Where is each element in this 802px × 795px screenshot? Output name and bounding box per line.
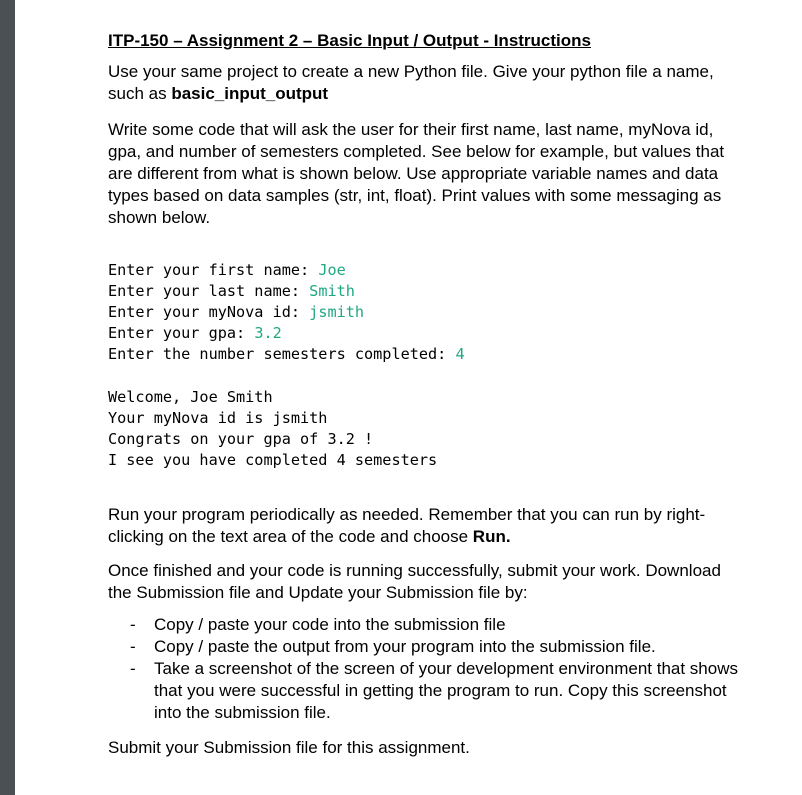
code-line <box>108 302 465 323</box>
code-input-block <box>108 260 465 365</box>
run-keyword: Run. <box>472 527 511 546</box>
code-line <box>108 281 465 302</box>
code-line <box>108 323 465 344</box>
intro-text: Use your same project to create a new Python file. Give your python file a name, such as <box>108 62 714 103</box>
list-item-text: Copy / paste the output from your program into the submission file. <box>154 637 656 656</box>
code-prompt: Enter your myNova id: <box>108 303 310 321</box>
code-prompt: Enter your last name: <box>108 282 310 300</box>
code-prompt: Enter the number semesters completed: <box>108 345 456 363</box>
submit-paragraph: Submit your Submission file for this assignment. <box>108 738 470 757</box>
description-paragraph: Write some code that will ask the user for their first name, last name, myNova id, gpa, and number of semesters completed. See below for example, but values that are different from what is shown below. Use appropriate variable names and data types based on data samples (str, int, float). Print values with some messaging as shown below. <box>108 120 725 227</box>
code-input-value: Joe <box>318 261 346 279</box>
list-item <box>108 636 748 658</box>
output-line: I see you have completed 4 semesters <box>108 451 438 469</box>
list-item-text: Take a screenshot of the screen of your development environment that shows that you were successful in getting the program to run. Copy this screenshot into the submission file. <box>154 659 738 722</box>
bullet-dash: - <box>130 615 136 634</box>
list-item <box>108 658 748 724</box>
code-line <box>108 344 465 365</box>
code-prompt: Enter your first name: <box>108 261 319 279</box>
code-input-value: jsmith <box>309 303 365 321</box>
output-line: Your myNova id is jsmith <box>108 409 328 427</box>
bullet-dash: - <box>130 637 136 656</box>
intro-paragraph <box>108 61 748 105</box>
bullet-dash: - <box>130 659 136 678</box>
window-edge-bar <box>0 0 15 795</box>
code-input-value: 4 <box>455 345 465 363</box>
output-line: Congrats on your gpa of 3.2 ! <box>108 430 374 448</box>
list-item <box>108 614 748 636</box>
run-paragraph <box>108 504 748 548</box>
code-prompt: Enter your gpa: <box>108 324 255 342</box>
document-title: ITP-150 – Assignment 2 – Basic Input / Output - Instructions <box>108 31 591 50</box>
code-input-value: 3.2 <box>254 324 282 342</box>
code-output-block <box>108 387 437 471</box>
run-text: Run your program periodically as needed. Remember that you can run by right-clicking on the text area of the code and choose <box>108 505 706 546</box>
submission-steps-list <box>108 614 748 724</box>
list-item-text: Copy / paste your code into the submission file <box>154 615 506 634</box>
intro-filename: basic_input_output <box>171 84 329 103</box>
output-line: Welcome, Joe Smith <box>108 388 273 406</box>
finish-paragraph: Once finished and your code is running successfully, submit your work. Download the Submission file and Update your Submission file by: <box>108 561 721 602</box>
code-line <box>108 260 465 281</box>
code-input-value: Smith <box>309 282 355 300</box>
